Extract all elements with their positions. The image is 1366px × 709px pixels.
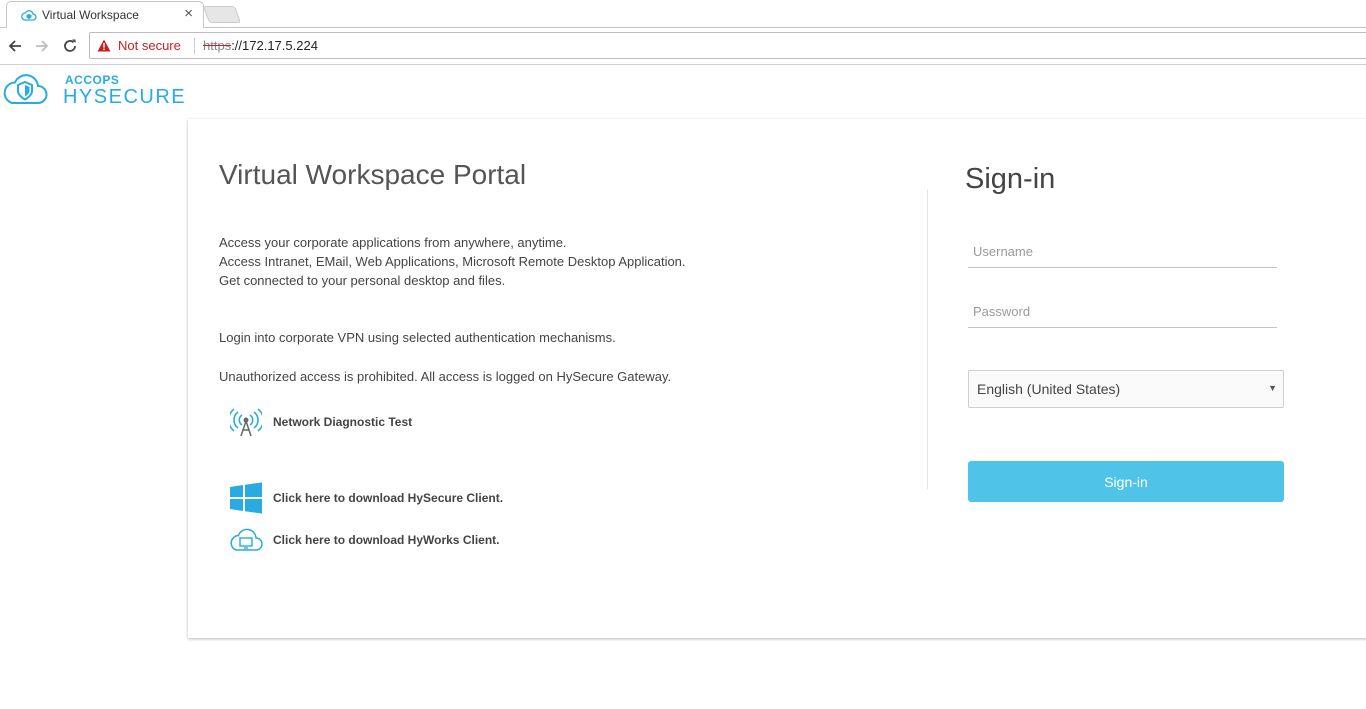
password-input[interactable] [968, 296, 1277, 328]
back-button[interactable] [5, 36, 25, 56]
url-scheme: https [203, 38, 232, 53]
browser-tabstrip [0, 0, 1366, 28]
description-line: Access Intranet, EMail, Web Applications, Microsoft Remote Desktop Application. [219, 254, 686, 269]
network-diagnostic-label[interactable]: Network Diagnostic Test [273, 415, 413, 429]
security-status-label[interactable]: Not secure [118, 38, 181, 53]
tab-title: Virtual Workspace [42, 8, 139, 22]
cloud-monitor-icon [229, 526, 263, 554]
download-hyworks-link[interactable] [228, 523, 499, 557]
description-line: Login into corporate VPN using selected authentication mechanisms. [219, 330, 616, 345]
reload-button[interactable] [60, 36, 80, 56]
warning-icon [97, 39, 111, 52]
omnibox-separator [194, 38, 195, 54]
cloud-favicon-icon [21, 8, 37, 22]
forward-button[interactable] [32, 36, 52, 56]
accops-hysecure-logo [2, 70, 192, 110]
cloud-shield-logo-icon [2, 70, 48, 108]
login-card [188, 119, 1366, 638]
new-tab-button[interactable] [203, 6, 241, 23]
username-input[interactable] [968, 236, 1277, 268]
url-text[interactable] [203, 38, 318, 53]
arrow-left-icon [7, 38, 23, 54]
antenna-icon [230, 407, 262, 437]
signin-heading: Sign-in [965, 163, 1056, 195]
arrow-right-icon [34, 38, 50, 54]
tab-close-icon[interactable]: × [184, 5, 193, 22]
download-hysecure-link[interactable] [228, 481, 503, 515]
reload-icon [62, 38, 78, 54]
description-line: Get connected to your personal desktop and files. [219, 273, 506, 288]
download-hyworks-label[interactable]: Click here to download HyWorks Client. [273, 533, 500, 547]
logo-brand-main: HYSECURE [63, 86, 187, 108]
network-diagnostic-link[interactable] [228, 405, 412, 439]
address-bar[interactable] [89, 32, 1366, 59]
language-selected-value: English (United States) [977, 381, 1121, 397]
signin-button[interactable]: Sign-in [968, 461, 1284, 502]
language-select[interactable] [968, 370, 1284, 408]
description-line: Access your corporate applications from anywhere, anytime. [219, 235, 567, 250]
url-host: ://172.17.5.224 [231, 38, 318, 53]
windows-icon [229, 482, 263, 514]
description-line: Unauthorized access is prohibited. All access is logged on HySecure Gateway. [219, 369, 672, 384]
download-hysecure-label[interactable]: Click here to download HySecure Client. [273, 491, 504, 505]
logo-brand-top: ACCOPS [65, 73, 120, 87]
vertical-divider [927, 189, 928, 489]
chevron-down-icon: ▼ [1268, 383, 1277, 393]
browser-toolbar [0, 28, 1366, 65]
page-title: Virtual Workspace Portal [219, 159, 527, 190]
browser-tab[interactable] [6, 1, 204, 28]
